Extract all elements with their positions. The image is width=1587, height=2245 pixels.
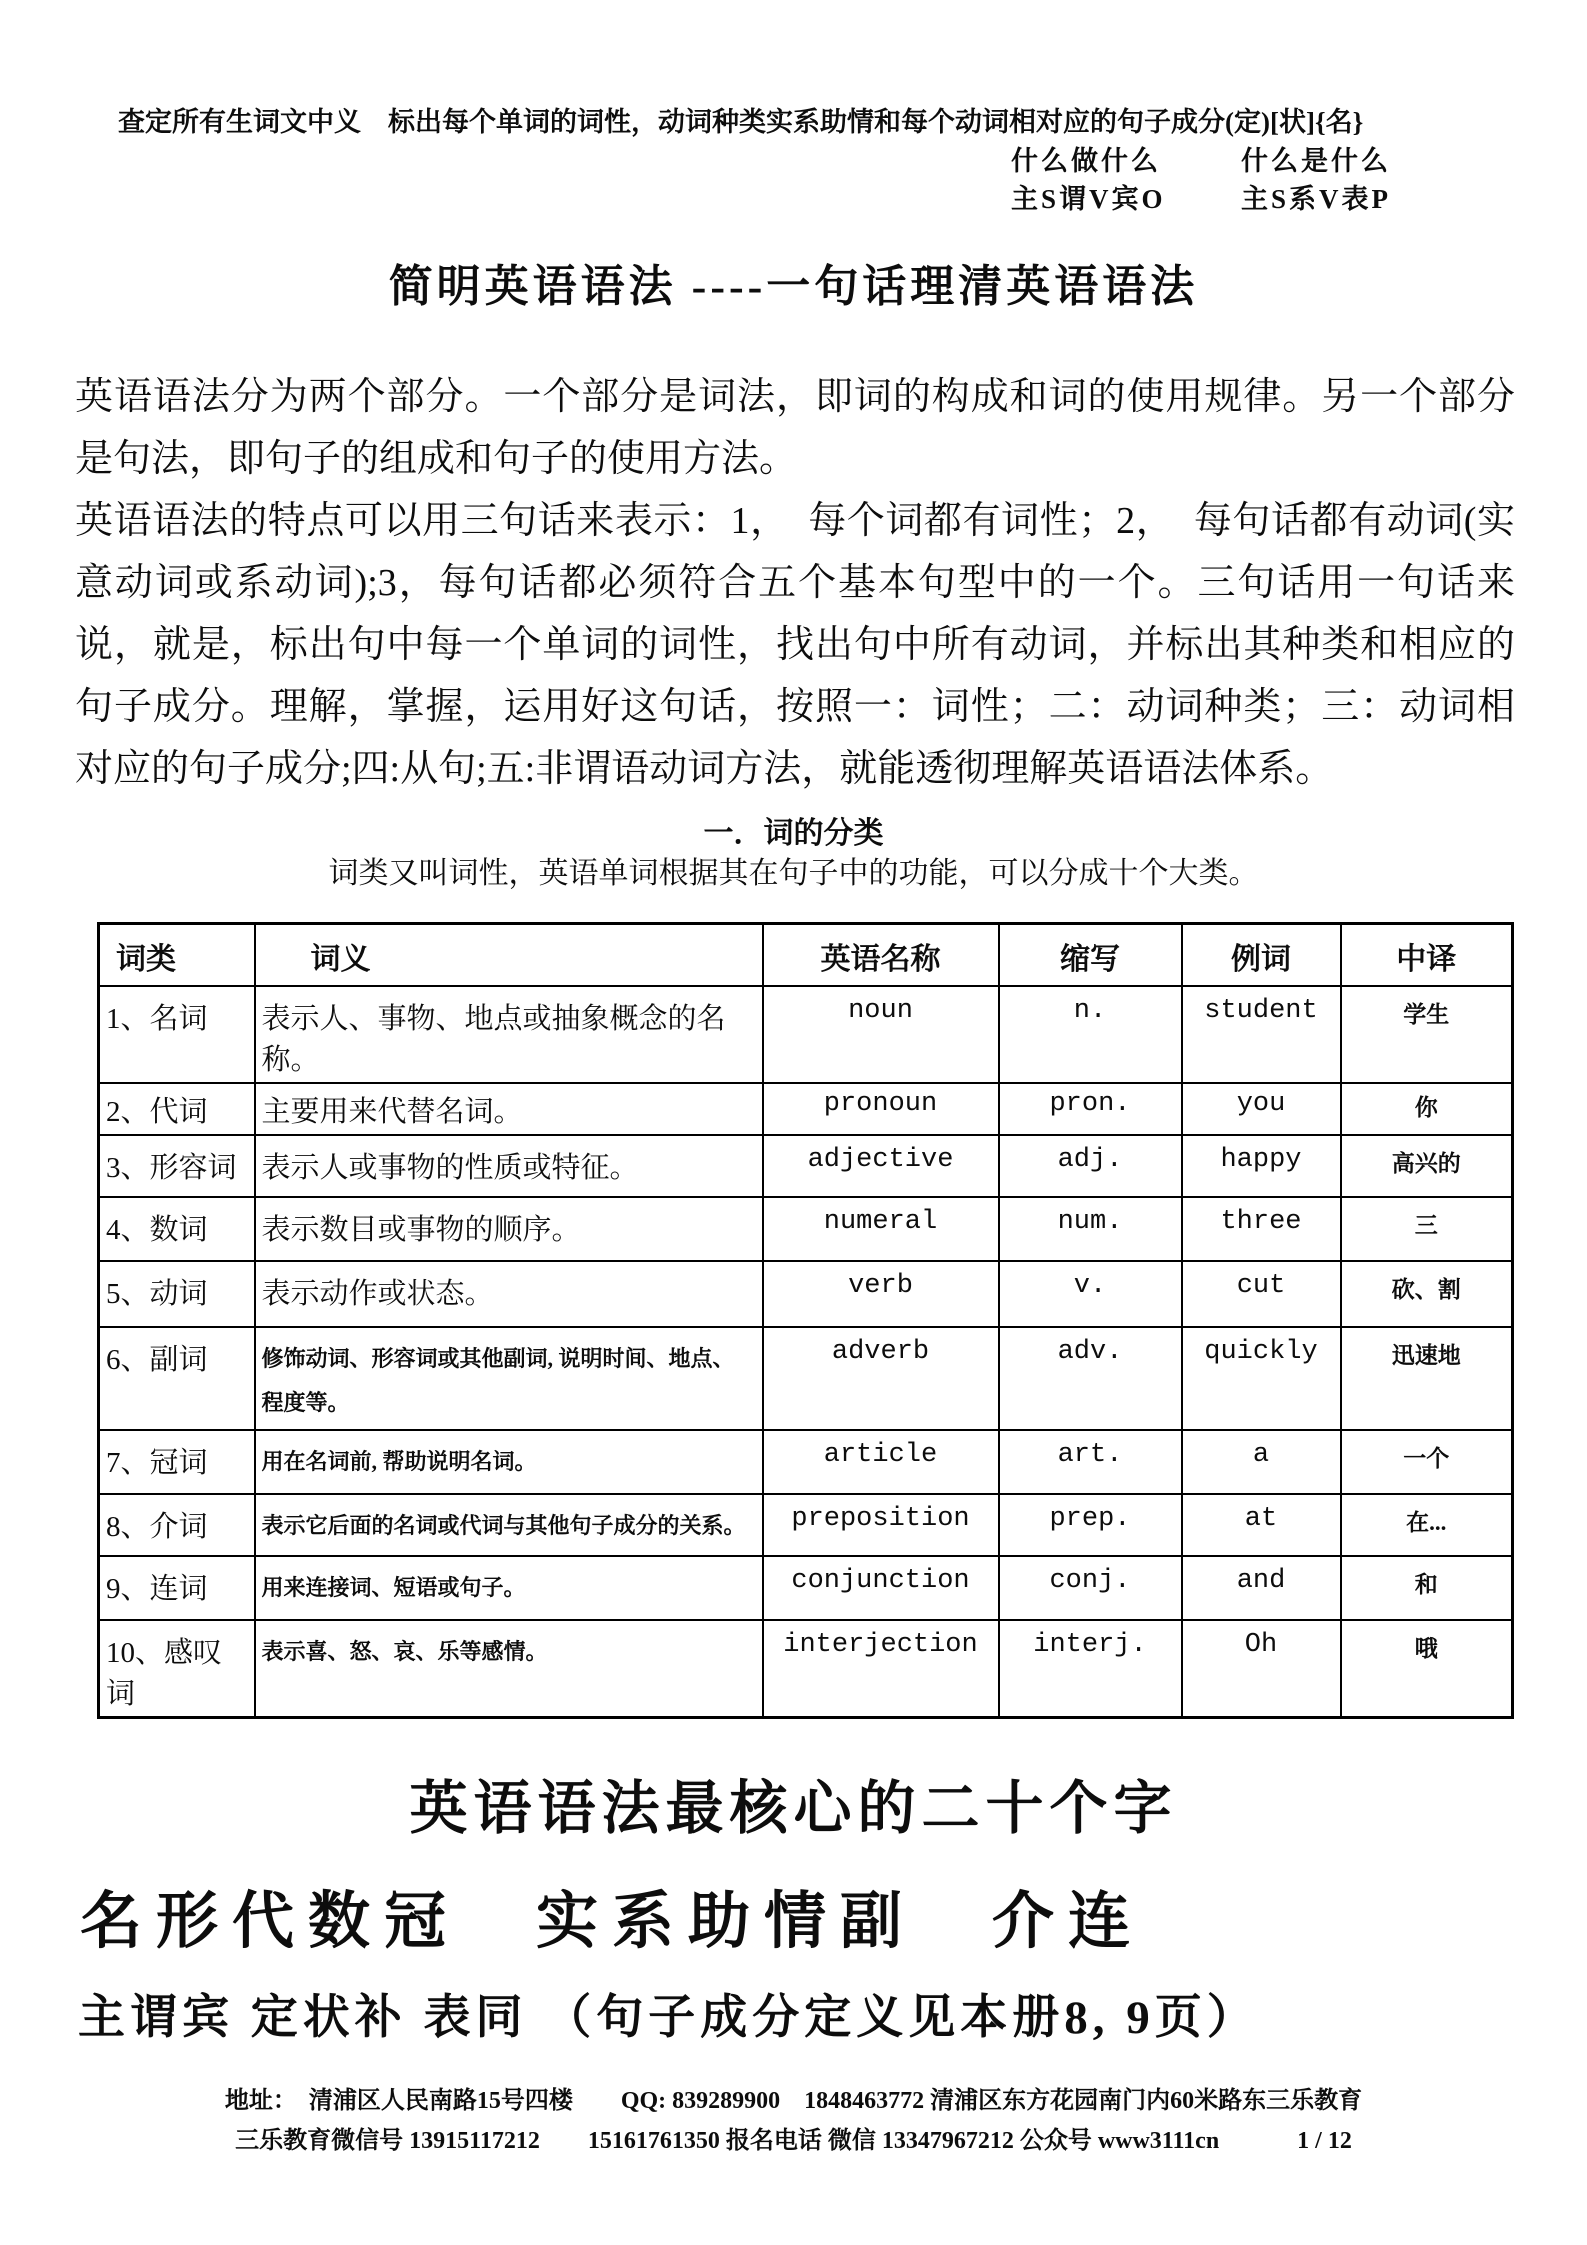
cell-word-class: 5、动词 <box>99 1261 255 1327</box>
core-word-classes-line: 名形代数冠 实系助情副 介连 <box>80 1887 1145 1956</box>
cell-meaning: 表示人、事物、地点或抽象概念的名称。 <box>255 986 763 1083</box>
table-row-conjunction <box>99 1556 1513 1620</box>
cell-english-name: preposition <box>763 1494 999 1556</box>
cell-chinese: 一个 <box>1341 1430 1513 1494</box>
core-sentence-parts-line: 主谓宾 定状补 表同 （句子成分定义见本册8, 9页） <box>78 1991 1259 2044</box>
table-row-verb <box>99 1261 1513 1327</box>
table-row-adjective <box>99 1135 1513 1197</box>
cell-abbreviation: adj. <box>999 1135 1182 1197</box>
cell-chinese: 在... <box>1341 1494 1513 1556</box>
svo-pattern-line <box>1011 180 1391 218</box>
cell-abbreviation: num. <box>999 1197 1182 1261</box>
header-example-word: 例词 <box>1182 924 1341 986</box>
cell-chinese: 学生 <box>1341 986 1513 1083</box>
header-annotation-right <box>1011 142 1391 218</box>
header-english-name: 英语名称 <box>763 924 999 986</box>
cell-english-name: numeral <box>763 1197 999 1261</box>
cell-word-class: 9、连词 <box>99 1556 255 1620</box>
cell-chinese: 高兴的 <box>1341 1135 1513 1197</box>
cell-chinese: 哦 <box>1341 1620 1513 1718</box>
table-row-article <box>99 1430 1513 1494</box>
header-meaning: 词义 <box>255 924 763 986</box>
cell-meaning: 表示动作或状态。 <box>255 1261 763 1327</box>
header-annotation-line: 查定所有生词文中义 标出每个单词的词性，动词种类实系助情和每个动词相对应的句子成分(定)[状]{名} <box>118 107 1364 137</box>
cell-english-name: conjunction <box>763 1556 999 1620</box>
cell-meaning: 用在名词前, 帮助说明名词。 <box>255 1430 763 1494</box>
cell-meaning: 主要用来代替名词。 <box>255 1083 763 1135</box>
cell-word-class: 4、数词 <box>99 1197 255 1261</box>
core-twenty-chars-heading: 英语语法最核心的二十个字 <box>409 1775 1178 1841</box>
cell-example-word: at <box>1182 1494 1341 1556</box>
cell-meaning: 用来连接词、短语或句子。 <box>255 1556 763 1620</box>
table-header-row <box>99 924 1513 986</box>
table-row-numeral <box>99 1197 1513 1261</box>
footer-contact-line <box>0 2121 1587 2161</box>
cell-meaning: 表示人或事物的性质或特征。 <box>255 1135 763 1197</box>
cell-chinese: 三 <box>1341 1197 1513 1261</box>
header-word-class: 词类 <box>99 924 255 986</box>
cell-abbreviation: n. <box>999 986 1182 1083</box>
cell-example-word: cut <box>1182 1261 1341 1327</box>
what-does-what: 什么做什么 <box>1011 146 1161 176</box>
footer-address-line: 地址： 清浦区人民南路15号四楼 QQ: 839289900 1848463772 清浦区东方花园南门内60米路东三乐教育 <box>224 2087 1363 2114</box>
cell-abbreviation: prep. <box>999 1494 1182 1556</box>
cell-example-word: and <box>1182 1556 1341 1620</box>
what-does-what-line <box>1011 142 1391 180</box>
cell-word-class: 10、感叹词 <box>99 1620 255 1718</box>
cell-abbreviation: conj. <box>999 1556 1182 1620</box>
cell-word-class: 8、介词 <box>99 1494 255 1556</box>
table-row-pronoun <box>99 1083 1513 1135</box>
cell-chinese: 迅速地 <box>1341 1327 1513 1430</box>
cell-abbreviation: interj. <box>999 1620 1182 1718</box>
word-class-table <box>97 922 1514 1719</box>
cell-word-class: 2、代词 <box>99 1083 255 1135</box>
cell-english-name: noun <box>763 986 999 1083</box>
cell-example-word: you <box>1182 1083 1341 1135</box>
cell-abbreviation: art. <box>999 1430 1182 1494</box>
cell-example-word: student <box>1182 986 1341 1083</box>
paragraph-1: 英语语法分为两个部分。一个部分是词法，即词的构成和词的使用规律。另一个部分是句法，即句子的组成和句子的使用方法。 <box>75 376 1515 480</box>
table-row-noun <box>99 986 1513 1083</box>
body-text <box>75 366 1515 800</box>
cell-chinese: 和 <box>1341 1556 1513 1620</box>
table-row-preposition <box>99 1494 1513 1556</box>
header-chinese: 中译 <box>1341 924 1513 986</box>
paragraph-2: 英语语法的特点可以用三句话来表示：1， 每个词都有词性；2， 每句话都有动词(实意动词或系动词);3，每句话都必须符合五个基本句型中的一个。三句话用一句话来说，就是，标出句中每一个单词的词性，找出句中所有动词，并标出其种类和相应的句子成分。理解，掌握，运用好这句话，按照一：词性；二：动词种类；三：动词相对应的句子成分;四:从句;五:非谓语动词方法，就能透彻理解英语语法体系。 <box>75 500 1515 790</box>
cell-english-name: interjection <box>763 1620 999 1718</box>
section-heading: 一．词的分类 <box>703 817 884 850</box>
page-title: 简明英语语法 ----一句话理清英语语法 <box>388 262 1199 311</box>
cell-english-name: article <box>763 1430 999 1494</box>
svp-pattern: 主S系V表P <box>1240 184 1391 214</box>
cell-meaning: 修饰动词、形容词或其他副词, 说明时间、地点、程度等。 <box>255 1327 763 1430</box>
what-is-what: 什么是什么 <box>1241 146 1391 176</box>
cell-example-word: a <box>1182 1430 1341 1494</box>
header-abbreviation: 缩写 <box>999 924 1182 986</box>
cell-meaning: 表示数目或事物的顺序。 <box>255 1197 763 1261</box>
page-number: 1 / 12 <box>1297 2127 1352 2154</box>
cell-word-class: 7、冠词 <box>99 1430 255 1494</box>
cell-word-class: 1、名词 <box>99 986 255 1083</box>
cell-abbreviation: adv. <box>999 1327 1182 1430</box>
footer <box>0 2081 1587 2161</box>
cell-word-class: 3、形容词 <box>99 1135 255 1197</box>
cell-example-word: Oh <box>1182 1620 1341 1718</box>
cell-english-name: pronoun <box>763 1083 999 1135</box>
cell-word-class: 6、副词 <box>99 1327 255 1430</box>
cell-abbreviation: pron. <box>999 1083 1182 1135</box>
table-row-interjection <box>99 1620 1513 1718</box>
cell-chinese: 你 <box>1341 1083 1513 1135</box>
cell-example-word: three <box>1182 1197 1341 1261</box>
cell-example-word: quickly <box>1182 1327 1341 1430</box>
cell-english-name: adverb <box>763 1327 999 1430</box>
cell-example-word: happy <box>1182 1135 1341 1197</box>
svo-pattern: 主S谓V宾O <box>1011 184 1166 214</box>
cell-chinese: 砍、割 <box>1341 1261 1513 1327</box>
cell-meaning: 表示喜、怒、哀、乐等感情。 <box>255 1620 763 1718</box>
cell-meaning: 表示它后面的名词或代词与其他句子成分的关系。 <box>255 1494 763 1556</box>
cell-english-name: verb <box>763 1261 999 1327</box>
table-row-adverb <box>99 1327 1513 1430</box>
cell-english-name: adjective <box>763 1135 999 1197</box>
cell-abbreviation: v. <box>999 1261 1182 1327</box>
footer-contact-text: 三乐教育微信号 13915117212 15161761350 报名电话 微信 13347967212 公众号 www3111cn <box>235 2127 1220 2154</box>
section-subheading: 词类又叫词性，英语单词根据其在句子中的功能，可以分成十个大类。 <box>328 857 1259 890</box>
